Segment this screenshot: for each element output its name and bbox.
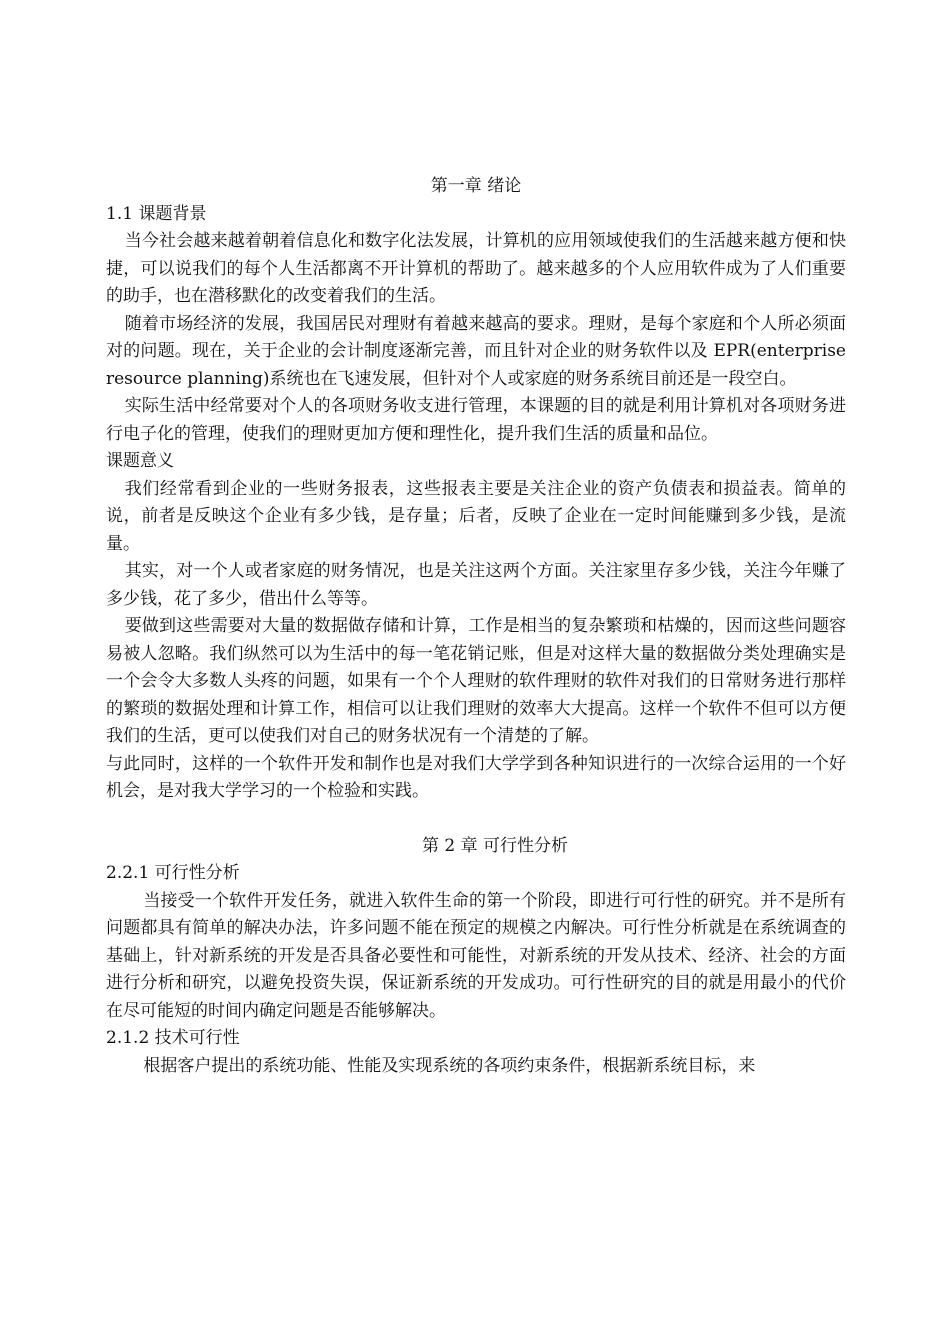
paragraph: 随着市场经济的发展，我国居民对理财有着越来越高的要求。理财，是每个家庭和个人所必须面对的问题。现在，关于企业的会计制度逐渐完善，而且针对企业的财务软件以及 EPR(enterprise resource planning)系统也在飞速发展，但针对个人或家庭的财务系统目前还是一段空白。 bbox=[106, 313, 846, 389]
paragraph: 实际生活中经常要对个人的各项财务收支进行管理，本课题的目的就是利用计算机对各项财务进行电子化的管理，使我们的理财更加方便和理性化，提升我们生活的质量和品位。 bbox=[106, 396, 846, 444]
paragraph: 我们经常看到企业的一些财务报表，这些报表主要是关注企业的资产负债表和损益表。简单的说，前者是反映这个企业有多少钱，是存量；后者，反映了企业在一定时间能赚到多少钱，是流量。 bbox=[106, 478, 846, 554]
paragraph: 当今社会越来越着朝着信息化和数字化法发展，计算机的应用领域使我们的生活越来越方便和快捷，可以说我们的每个人生活都离不开计算机的帮助了。越来越多的个人应用软件成为了人们重要的助手，也在潜移默化的改变着我们的生活。 bbox=[106, 231, 846, 306]
section-spacer bbox=[106, 806, 846, 833]
chapter-2-title: 第 2 章 可行性分析 bbox=[421, 835, 569, 856]
section-significance-heading: 课题意义 bbox=[106, 451, 174, 471]
paragraph: 当接受一个软件开发任务，就进入软件生命的第一个阶段，即进行可行性的研究。并不是所有问题都具有简单的解决办法，许多问题不能在预定的规模之内解决。可行性分析就是在系统调查的基础上，针对新系统的开发是否具备必要性和可能性，对新系统的开发从技术、经济、社会的方面进行分析和研究，以避免投资失误，保证新系统的开发成功。可行性研究的目的就是用最小的代价在尽可能短的时间内确定问题是否能够解决。 bbox=[106, 890, 846, 1021]
section-2-2-1-heading: 2.2.1 可行性分析 bbox=[106, 863, 240, 883]
document-body bbox=[106, 173, 846, 1080]
paragraph: 与此同时，这样的一个软件开发和制作也是对我们大学学到各种知识进行的一次综合运用的一个好机会，是对我大学学习的一个检验和实践。 bbox=[106, 753, 846, 801]
paragraph: 其实，对一个人或者家庭的财务情况，也是关注这两个方面。关注家里存多少钱，关注今年赚了多少钱，花了多少，借出什么等等。 bbox=[106, 561, 846, 609]
section-1-1-heading: 1.1 课题背景 bbox=[106, 203, 207, 224]
paragraph: 根据客户提出的系统功能、性能及实现系统的各项约束条件，根据新系统目标，来 bbox=[143, 1055, 756, 1076]
chapter-1-title: 第一章 绪论 bbox=[430, 176, 522, 196]
paragraph: 要做到这些需要对大量的数据做存储和计算，工作是相当的复杂繁琐和枯燥的，因而这些问题容易被人忽略。我们纵然可以为生活中的每一笔花销记账，但是对这样大量的数据做分类处理确实是一个会令大多数人头疼的问题，如果有一个个人理财的软件理财的软件对我们的日常财务进行那样的繁琐的数据处理和计算工作，相信可以让我们理财的效率大大提高。这样一个软件不但可以方便我们的生活，更可以使我们对自己的财务状况有一个清楚的了解。 bbox=[106, 616, 846, 746]
section-2-1-2-heading: 2.1.2 技术可行性 bbox=[106, 1028, 240, 1048]
